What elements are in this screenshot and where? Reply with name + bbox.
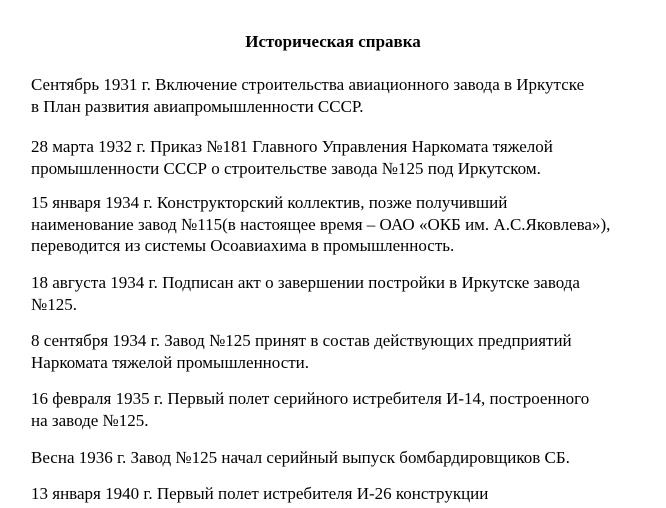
entry-line: 18 августа 1934 г. Подписан акт о завершении постройки в Иркутске завода bbox=[31, 273, 580, 292]
entry-line: 16 февраля 1935 г. Первый полет серийного истребителя И-14, построенного bbox=[31, 389, 590, 408]
entry-line: наименование завод №115(в настоящее время – ОАО «ОКБ им. А.С.Яковлева»), bbox=[31, 214, 611, 234]
entry-feb-1935 bbox=[31, 388, 661, 431]
entry-line: в План развития авиапромышленности СССР. bbox=[31, 96, 364, 116]
entry-line: Весна 1936 г. Завод №125 начал серийный выпуск бомбардировщиков СБ. bbox=[31, 448, 570, 467]
entry-line: переводится из системы Осоавиахима в промышленность. bbox=[31, 236, 455, 255]
entry-aug-1934 bbox=[31, 272, 661, 315]
entry-line: 13 января 1940 г. Первый полет истребителя И-26 конструкции bbox=[31, 484, 489, 503]
entry-spring-1936 bbox=[31, 447, 661, 469]
entry-jan-1934 bbox=[31, 192, 661, 257]
entry-line: Наркомата тяжелой промышленности. bbox=[31, 352, 310, 372]
document-title: Историческая справка bbox=[245, 32, 421, 51]
entry-line: №125. bbox=[31, 294, 77, 314]
entry-line: 8 сентября 1934 г. Завод №125 принят в состав действующих предприятий bbox=[31, 331, 572, 350]
entry-mar-1932 bbox=[31, 136, 661, 179]
entry-jan-1940 bbox=[31, 483, 661, 505]
entry-sep-1934 bbox=[31, 330, 661, 373]
entry-line: 28 марта 1932 г. Приказ №181 Главного Управления Наркомата тяжелой bbox=[31, 137, 553, 156]
entry-line: 15 января 1934 г. Конструкторский коллектив, позже получивший bbox=[31, 193, 508, 212]
entry-line: Сентябрь 1931 г. Включение строительства авиационного завода в Иркутске bbox=[31, 75, 585, 94]
entry-line: промышленности СССР о строительстве завода №125 под Иркутском. bbox=[31, 158, 541, 178]
entry-line: на заводе №125. bbox=[31, 410, 149, 430]
entry-sep-1931 bbox=[31, 74, 661, 117]
